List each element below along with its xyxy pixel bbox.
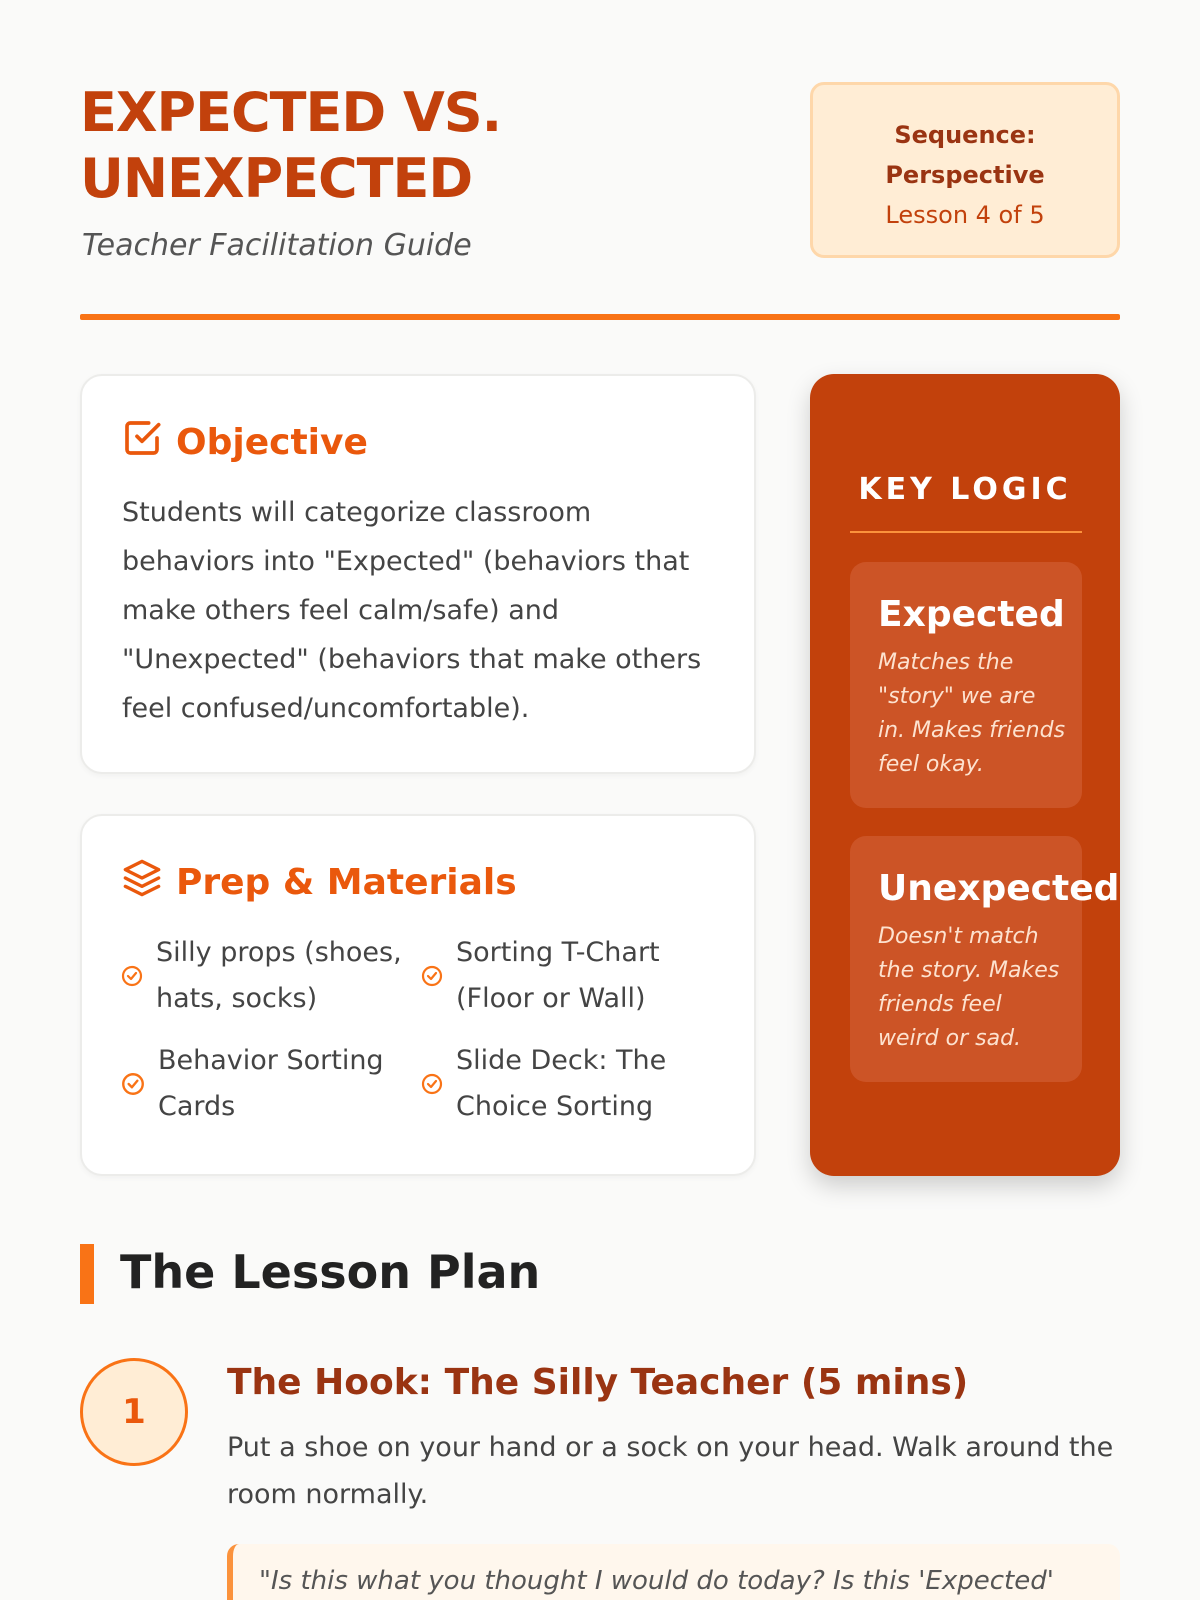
expected-heading: Expected xyxy=(878,594,1065,635)
layers-icon xyxy=(122,858,162,907)
expected-box xyxy=(850,562,1082,808)
check-circle-icon xyxy=(420,964,444,988)
check-circle-icon xyxy=(120,964,144,988)
key-logic-panel xyxy=(810,374,1120,1176)
material-item xyxy=(120,930,420,1022)
objective-header xyxy=(122,418,368,466)
material-item xyxy=(420,930,720,1022)
objective-card xyxy=(80,374,756,774)
check-circle-icon xyxy=(420,1072,444,1096)
material-label: Sorting T-Chart (Floor or Wall) xyxy=(456,937,660,1014)
lesson-number: Lesson 4 of 5 xyxy=(885,201,1045,229)
material-item xyxy=(420,1038,720,1130)
step-description: Put a shoe on your hand or a sock on your head. Walk around the room normally. xyxy=(227,1432,1114,1510)
sequence-badge xyxy=(810,82,1120,258)
unexpected-heading: Unexpected xyxy=(878,868,1120,909)
step-number-badge: 1 xyxy=(80,1358,188,1466)
page-subtitle: Teacher Facilitation Guide xyxy=(82,228,472,263)
materials-list xyxy=(120,930,720,1130)
checkbox-icon xyxy=(122,418,162,467)
unexpected-description: Doesn't match the story. Makes friends feel weird or sad. xyxy=(878,924,1060,1051)
page-title: EXPECTED VS. UNEXPECTED xyxy=(80,81,502,210)
material-item xyxy=(120,1038,420,1130)
step-title: The Hook: The Silly Teacher (5 mins) xyxy=(227,1362,969,1403)
teacher-script-quote: "Is this what you thought I would do today? Is this 'Expected' xyxy=(227,1544,1120,1600)
material-label: Slide Deck: The Choice Sorting xyxy=(456,1045,667,1122)
unexpected-box xyxy=(850,836,1120,1082)
expected-description: Matches the "story" we are in. Makes friends feel okay. xyxy=(878,650,1066,777)
lesson-plan-title: The Lesson Plan xyxy=(120,1245,541,1299)
section-accent-bar xyxy=(80,1244,94,1304)
material-label: Behavior Sorting Cards xyxy=(158,1045,384,1122)
materials-title: Prep & Materials xyxy=(176,861,517,903)
sequence-label: Sequence: Perspective xyxy=(885,121,1045,189)
materials-header xyxy=(122,858,517,906)
objective-title: Objective xyxy=(176,421,368,463)
header-divider xyxy=(80,314,1120,320)
objective-text: Students will categorize classroom behaviors into "Expected" (behaviors that make others feel calm/safe) and "Unexpected" (behaviors that make others feel confused/uncomfortable). xyxy=(122,497,702,724)
material-label: Silly props (shoes, hats, socks) xyxy=(156,937,402,1014)
key-logic-divider xyxy=(850,531,1082,533)
check-circle-icon xyxy=(120,1071,146,1097)
materials-card xyxy=(80,814,756,1176)
key-logic-title: KEY LOGIC xyxy=(858,472,1072,507)
